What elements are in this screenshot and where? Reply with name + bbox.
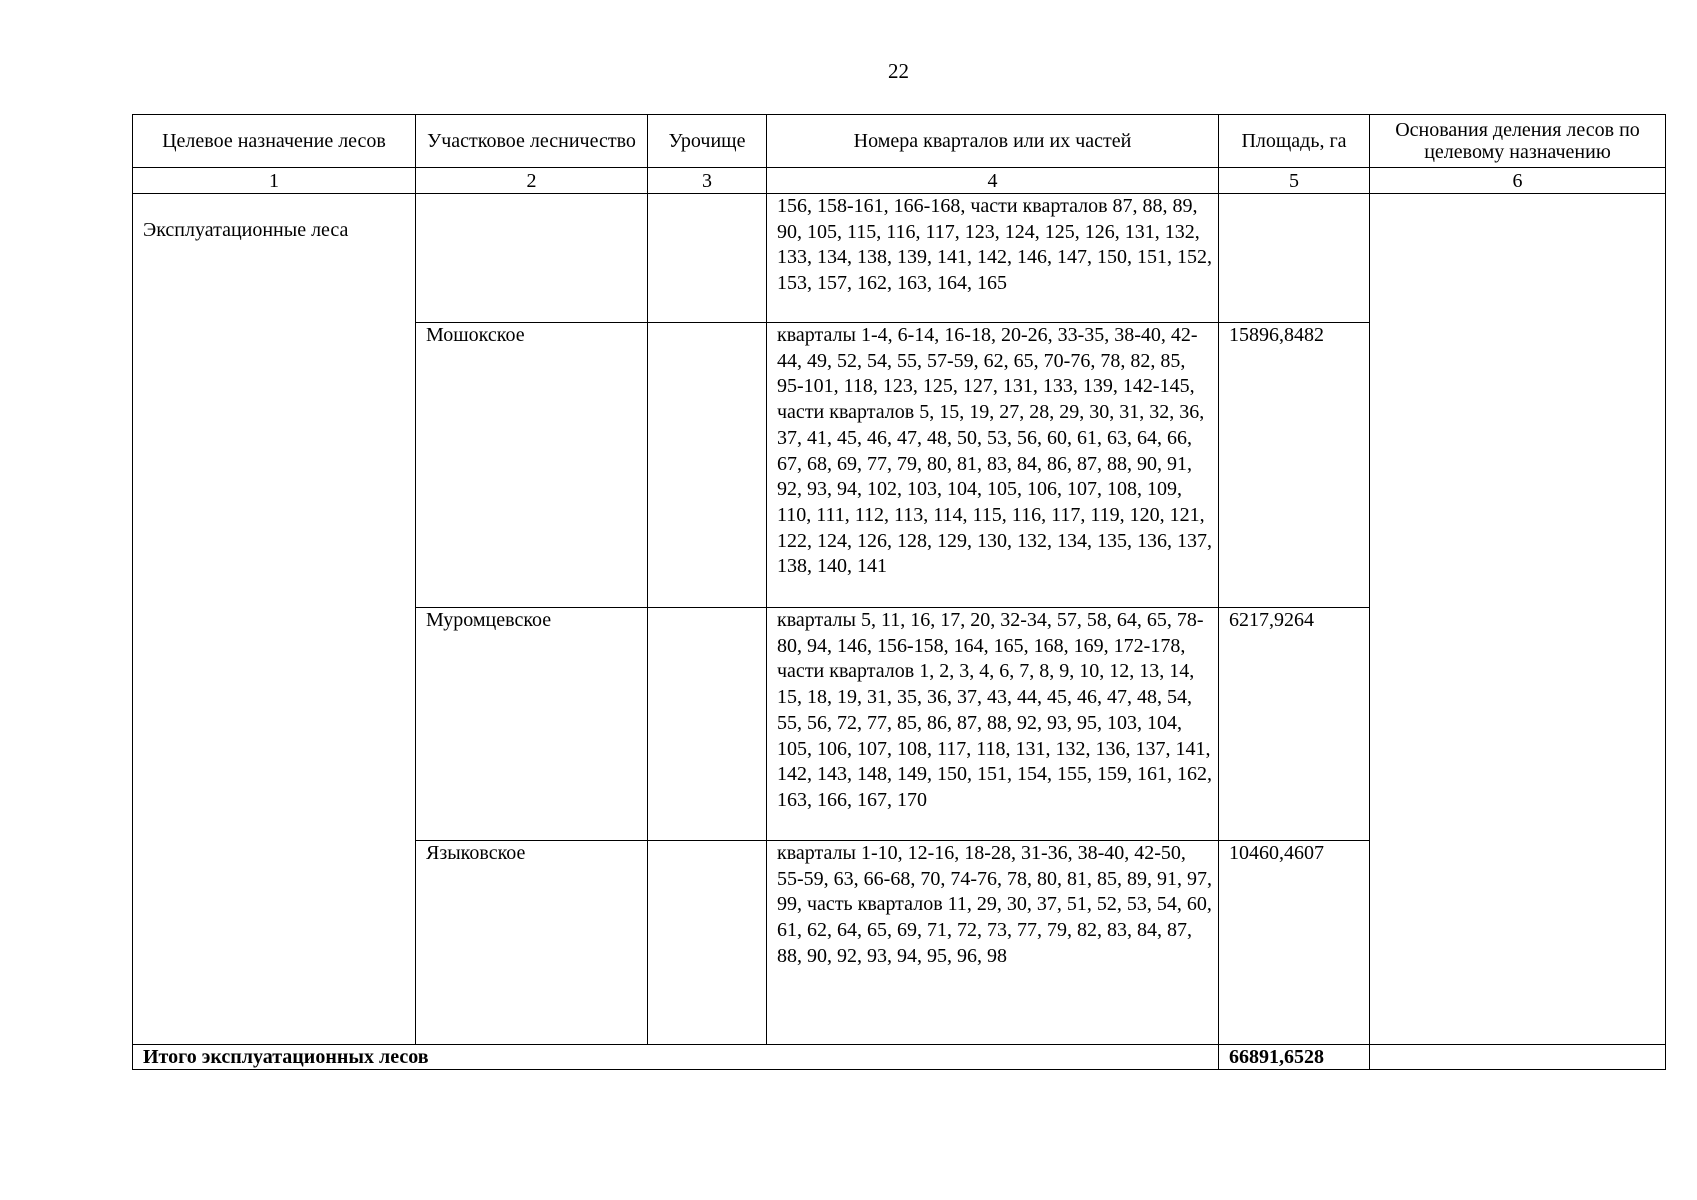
forestry-cell: Мошокское (416, 323, 648, 608)
page-number: 22 (888, 59, 909, 83)
area-cell (1219, 194, 1370, 323)
blocks-cell: кварталы 1-10, 12-16, 18-28, 31-36, 38-40, 42-50, 55-59, 63, 66-68, 70, 74-76, 78, 80, 81, 85, 89, 91, 97, 99, часть кварталов 11, 29, 30, 37, 51, 52, 53, 54, 60, 61, 62, 64, 65, 69, 71, 72, 73, 77, 79, 82, 83, 84, 87, 88, 90, 92, 93, 94, 95, 96, 98 (767, 841, 1219, 1045)
header-blocks: Номера кварталов или их частей (767, 115, 1219, 168)
forest-purpose-table (132, 114, 1666, 1070)
header-area: Площадь, га (1219, 115, 1370, 168)
column-number: 6 (1370, 168, 1666, 194)
blocks-cell: 156, 158-161, 166-168, части кварталов 87, 88, 89, 90, 105, 115, 116, 117, 123, 124, 125, 126, 131, 132, 133, 134, 138, 139, 141, 142, 146, 147, 150, 151, 152, 153, 157, 162, 163, 164, 165 (767, 194, 1219, 323)
blocks-cell: кварталы 1-4, 6-14, 16-18, 20-26, 33-35, 38-40, 42-44, 49, 52, 54, 55, 57-59, 62, 65, 70-76, 78, 82, 85, 95-101, 118, 123, 125, 127, 131, 133, 139, 142-145, части кварталов 5, 15, 19, 27, 28, 29, 30, 31, 32, 36, 37, 41, 45, 46, 47, 48, 50, 53, 56, 60, 61, 63, 64, 66, 67, 68, 69, 77, 79, 80, 81, 83, 84, 86, 87, 88, 90, 91, 92, 93, 94, 102, 103, 104, 105, 106, 107, 108, 109, 110, 111, 112, 113, 114, 115, 116, 117, 119, 120, 121, 122, 124, 126, 128, 129, 130, 132, 134, 135, 136, 137, 138, 140, 141 (767, 323, 1219, 608)
area-cell: 15896,8482 (1219, 323, 1370, 608)
total-basis-cell (1370, 1045, 1666, 1070)
tract-cell (648, 323, 767, 608)
column-number: 4 (767, 168, 1219, 194)
column-number-row (133, 168, 1666, 194)
tract-cell (648, 841, 767, 1045)
blocks-cell: кварталы 5, 11, 16, 17, 20, 32-34, 57, 58, 64, 65, 78-80, 94, 146, 156-158, 164, 165, 168, 169, 172-178, части кварталов 1, 2, 3, 4, 6, 7, 8, 9, 10, 12, 13, 14, 15, 18, 19, 31, 35, 36, 37, 43, 44, 45, 46, 47, 48, 54, 55, 56, 72, 77, 85, 86, 87, 88, 92, 93, 95, 103, 104, 105, 106, 107, 108, 117, 118, 131, 132, 136, 137, 141, 142, 143, 148, 149, 150, 151, 154, 155, 159, 161, 162, 163, 166, 167, 170 (767, 608, 1219, 841)
column-number: 5 (1219, 168, 1370, 194)
basis-cell (1370, 194, 1666, 1045)
tract-cell (648, 194, 767, 323)
header-forestry: Участковое лесничество (416, 115, 648, 168)
column-number: 3 (648, 168, 767, 194)
header-basis: Основания деления лесов по целевому назначению (1370, 115, 1666, 168)
table-row (133, 194, 1666, 323)
area-cell: 10460,4607 (1219, 841, 1370, 1045)
column-number: 2 (416, 168, 648, 194)
area-cell: 6217,9264 (1219, 608, 1370, 841)
total-area: 66891,6528 (1219, 1045, 1370, 1070)
total-label: Итого эксплуатационных лесов (133, 1045, 1219, 1070)
forestry-cell: Языковское (416, 841, 648, 1045)
table-header-row (133, 115, 1666, 168)
forestry-cell: Муромцевское (416, 608, 648, 841)
purpose-cell: Эксплуатационные леса (133, 194, 416, 1045)
tract-cell (648, 608, 767, 841)
column-number: 1 (133, 168, 416, 194)
header-tract: Урочище (648, 115, 767, 168)
header-purpose: Целевое назначение лесов (133, 115, 416, 168)
total-row (133, 1045, 1666, 1070)
forestry-cell (416, 194, 648, 323)
